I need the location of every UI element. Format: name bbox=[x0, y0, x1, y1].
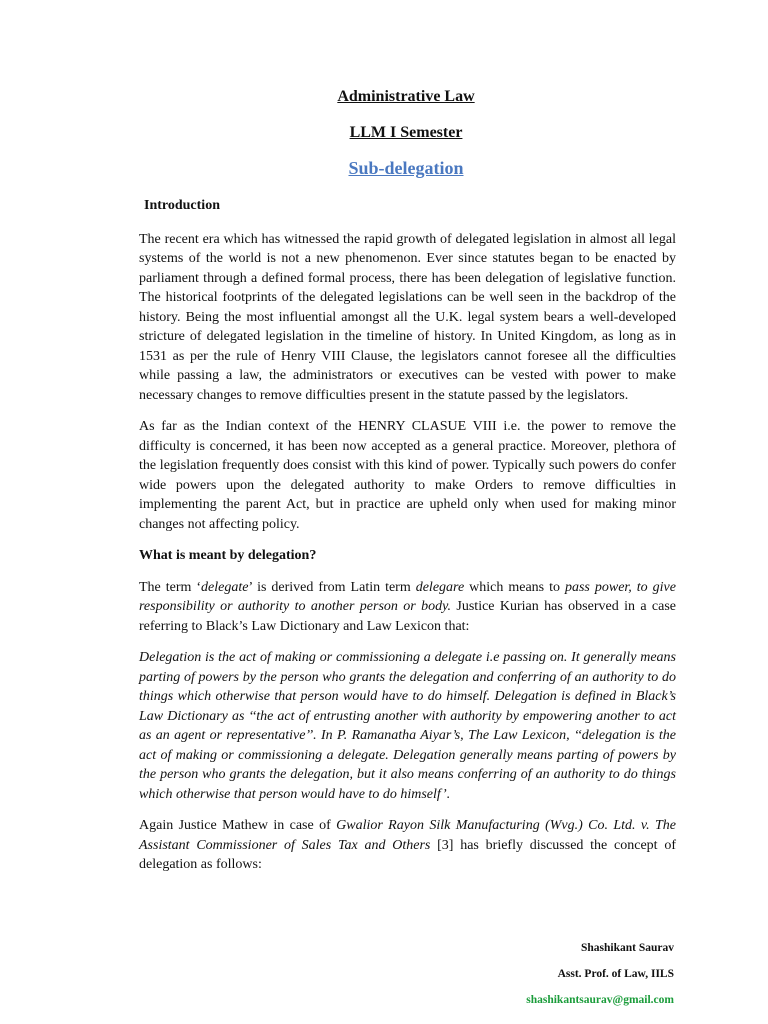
term-text-1: The term ‘ bbox=[139, 579, 202, 595]
term-text-2: ’ is derived from Latin term bbox=[248, 579, 416, 595]
intro-paragraph-2: As far as the Indian context of the HENRY CLASUE VIII i.e. the power to remove the difficulty is concerned, it has been now accepted as a general practice. Moreover, plethora of the legislation frequently does consist with this kind of power. Typically such powers do confer wide powers upon the delegated authority to make Orders to remove difficulties in implementing the parent Act, but in practice are upheld only when used for making minor changes not affecting policy. bbox=[139, 419, 676, 532]
intro-paragraph-1: The recent era which has witnessed the rapid growth of delegated legislation in almost all legal systems of the world is not a new phenomenon. Ever since statutes began to be enacted by parliament through a defined formal process, there has been delegation of legislative function. The historical footprints of the delegated legislations can be well seen in the backdrop of the history. Being the most influential amongst all the U.K. legal system bears a well-developed stricture of delegated legislation in the timeline of history. In United Kingdom, as long as in 1531 as per the rule of Henry VIII Clause, the legislators cannot foresee all the difficulties while passing a law, the administrators or executives can be vested with power to make necessary changes to remove difficulties present in the statute passed by the legislators. bbox=[139, 231, 676, 403]
author-name: Shashikant Saurav bbox=[581, 942, 674, 954]
term-text-4: Justice Kurian has observed in a case referring to Black’s Law Dictionary and Law Lexicon that: bbox=[139, 599, 677, 634]
document-title: Administrative Law bbox=[337, 88, 475, 105]
delegation-quote: Delegation is the act of making or commissioning a delegate i.e passing on. It generally means parting of powers by the person who grants the delegation and conferring of an authority to do things which otherwise that person would have to do himself. Delegation is defined in Black’s Law Dictionary as ‘‘the act of entrusting another with authority by empowering another to act as an agent or representative’’. In P. Ramanatha Aiyar’s, The Law Lexicon, ‘‘delegation is the act of making or commissioning a delegate. Delegation generally means parting of powers by the person who grants the delegation, but it also means conferring of an authority to do things which otherwise that person would have to do himself’. bbox=[139, 650, 676, 802]
term-text-3: which means to bbox=[464, 579, 565, 595]
author-email[interactable]: shashikantsaurav@gmail.com bbox=[526, 994, 674, 1006]
final-text-2: [3] has briefly discussed the concept of delegation as follows: bbox=[139, 837, 677, 872]
topic-heading: Sub-delegation bbox=[348, 158, 464, 178]
semester-heading: LLM I Semester bbox=[349, 124, 463, 141]
case-citation: Gwalior Rayon Silk Manufacturing (Wvg.) Co. Ltd. v. The Assistant Commissioner of Sales Tax and Others bbox=[139, 818, 676, 853]
author-role: Asst. Prof. of Law, IILS bbox=[557, 968, 674, 980]
term-delegate: delegate bbox=[201, 579, 249, 595]
term-paragraph bbox=[139, 578, 676, 637]
final-paragraph bbox=[139, 816, 676, 875]
term-delegare: delegare bbox=[415, 579, 465, 595]
document-body bbox=[139, 196, 676, 887]
delegation-heading: What is meant by delegation? bbox=[139, 548, 317, 563]
term-meaning: pass power, to give responsibility or authority to another person or body. bbox=[139, 579, 676, 614]
introduction-heading: Introduction bbox=[144, 198, 220, 213]
final-text-1: Again Justice Mathew in case of bbox=[139, 818, 337, 833]
